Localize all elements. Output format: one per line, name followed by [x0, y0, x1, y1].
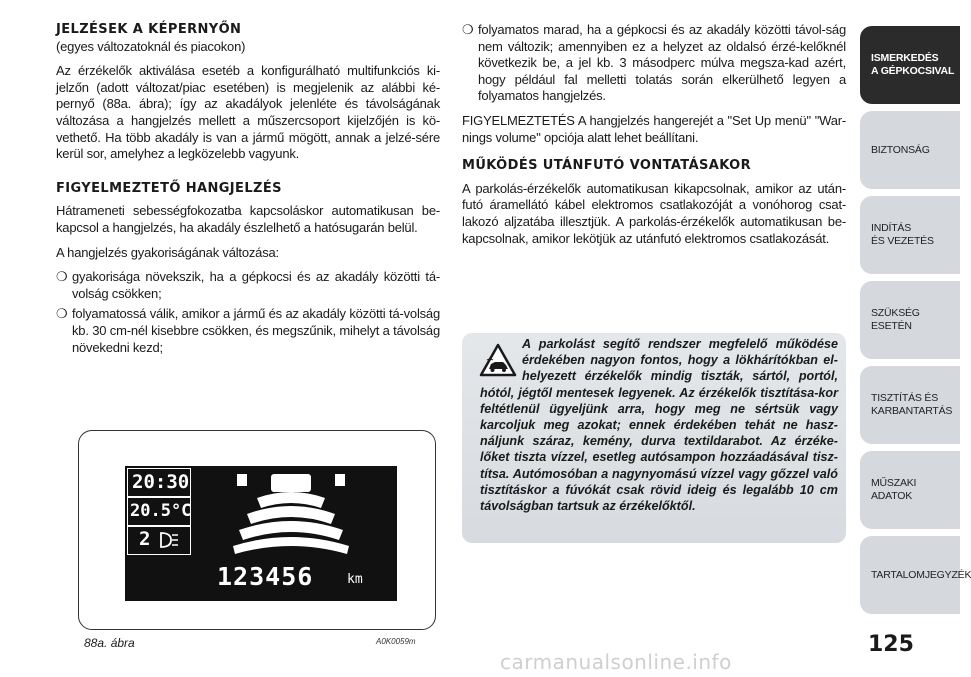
paragraph-display-info: Az érzékelők aktiválása esetéb a konfigurálható multifunkciós ki-jelzőn (adott változat/piac esetében) is megjelenik az alábbi ké-pernyő (88a. ábra); így az akadályok jelenléte és távolságának változása a hangjelzés mellett a műszercsoport kijelzőjén is kö-vethető. Ha több akadály is van a jármű mögött, annak a jelzé-sére kerül sor, amelyhez a legközelebb vagyunk.: [56, 63, 440, 162]
paragraph-volume-warning: FIGYELMEZTETÉS A hangjelzés hangerejét a "Set Up menü" "War-nings volume" opciója alatt lehet beállítani.: [462, 112, 846, 145]
odometer-unit: km: [347, 572, 363, 587]
figure-caption: 88a. ábra: [84, 636, 135, 650]
figure-code: A0K0059m: [376, 637, 416, 646]
left-column: [56, 22, 440, 360]
warning-text: A parkolást segítő rendszer megfelelő működése érdekében nagyon fontos, hogy a lökhárítókban el-helyezett érzékelők mindig tiszták, sártól, portól, hótól, jégtől mentesek legyenek. Az érzékelők tisztítása-kor feltétlenül ügyeljünk arra, hogy meg ne sértsük vagy karcoljuk meg azokat; ennek érdekében tehát ne hasz-náljunk száraz, kemény, durva textildarabot. Az érzéke-lőket tiszta vízzel, esetleg autósampon hozzáadásával tisz-títsa. Autómosóban a nagynyomású vízzel vagy gőzzel való tisztításkor a fúvókát csak rövid ideig és legalább 10 cm távolságban tartsuk az érzékelőktől.: [480, 337, 838, 514]
gear-readout: 2: [139, 528, 151, 550]
odometer-readout: 123456: [217, 562, 314, 591]
paragraph-frequency-intro: A hangjelzés gyakoriságának változása:: [56, 244, 279, 260]
tab-getting-to-know[interactable]: ISMERKEDÉS A GÉPKOCSIVAL: [860, 26, 960, 104]
section-heading-warning-sound: FIGYELMEZTETŐ HANGJELZÉS: [56, 180, 282, 196]
bullet-circle-icon: ❍: [462, 22, 474, 37]
list-item: ❍ folyamatossá válik, amikor a jármű és az akadály közötti tá-volság kb. 30 cm-nél kisebbre csökken, és megszűnik, mihelyt a távolság növekedni kezd;: [56, 306, 440, 355]
right-column: [462, 22, 846, 255]
lcd-screen: [125, 466, 397, 601]
paragraph-reverse-gear: Hátrameneti sebességfokozatba kapcsoláskor automatikusan be-kapcsol a hangjelzés, ha akadály észlelhető a hatósugarán belül.: [56, 203, 440, 235]
tab-emergency[interactable]: SZÜKSÉG ESETÉN: [860, 281, 960, 359]
headlight-icon: [157, 530, 179, 550]
section-heading-display-signals: JELZÉSEK A KÉPERNYŐN: [56, 22, 242, 37]
section-heading-trailer: MŰKÖDÉS UTÁNFUTÓ VONTATÁSAKOR: [462, 158, 751, 174]
warning-box: [462, 333, 846, 543]
paragraph-trailer: A parkolás-érzékelők automatikusan kikapcsolnak, amikor az után-futó áramellátó kábel elektromos csatlakozóját a vonóhorog csat-lakozó aljzatába illesztjük. A parkolás-érzékelők automatikusan be-kapcsolnak, amikor lekötjük az utánfutó elektromos csatlakozását.: [462, 180, 846, 246]
section-subheading: (egyes változatoknál és piacokon): [56, 38, 246, 54]
watermark: carmanualsonline.info: [500, 650, 732, 674]
tab-safety[interactable]: BIZTONSÁG: [860, 111, 960, 189]
tab-starting-driving[interactable]: INDÍTÁS ÉS VEZETÉS: [860, 196, 960, 274]
bullet-circle-icon: ❍: [56, 269, 68, 285]
list-item: ❍ gyakorisága növekszik, ha a gépkocsi és az akadály közötti tá-volság csökken;: [56, 269, 440, 301]
page-number: 125: [868, 632, 914, 657]
chapter-tabs: [860, 0, 971, 677]
parking-sensor-graphic: [231, 468, 351, 556]
list-item: ❍ folyamatos marad, ha a gépkocsi és az akadály közötti távol-ság nem változik; amennyiben ez a helyzet az oldalsó érzé-kelőknél következik be, a jel kb. 3 másodperc múlva megsza-kad azért, hogy például fal melletti tolatás során elkerülhető legyen a folyamatos hangjelzés.: [462, 22, 846, 104]
clock-readout: 20:30: [132, 471, 190, 493]
temperature-readout: 20.5°C: [130, 501, 192, 521]
tab-maintenance[interactable]: TISZTÍTÁS ÉS KARBANTARTÁS: [860, 366, 960, 444]
bullet-circle-icon: ❍: [56, 306, 68, 322]
figure-display: [78, 430, 436, 630]
tab-technical-data[interactable]: MŰSZAKI ADATOK: [860, 451, 960, 529]
tab-index[interactable]: TARTALOMJEGYZÉK: [860, 536, 960, 614]
